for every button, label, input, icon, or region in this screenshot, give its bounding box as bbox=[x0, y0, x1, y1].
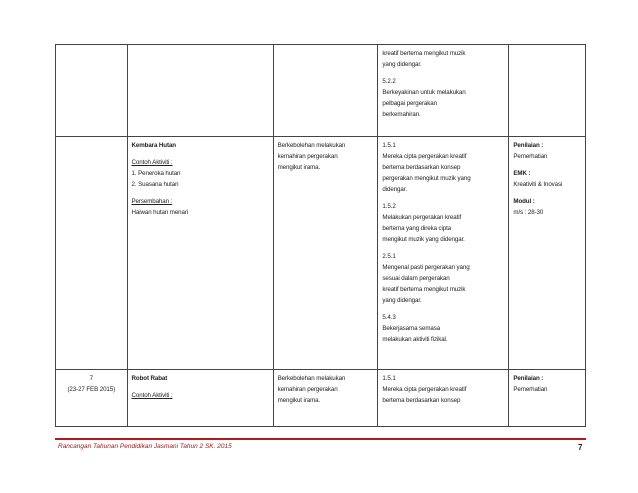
unit-cell bbox=[127, 370, 273, 427]
text-line: 5.2.2 bbox=[382, 78, 396, 85]
text-line: Mengenal pasti pergerakan yang bbox=[382, 264, 470, 271]
presentation-text: Haiwan hutan menari bbox=[131, 209, 189, 216]
emk-label: EMK : bbox=[513, 170, 531, 177]
activity-item: 2. Suasana hutan bbox=[131, 181, 179, 188]
text-line: kreatif bertema mengikut muzik bbox=[382, 50, 466, 57]
unit-title: Kembara Hutan bbox=[131, 142, 176, 149]
activity-header: Contoh Aktiviti : bbox=[131, 159, 173, 166]
text-line: Mereka cipta pergerakan kreatif bbox=[382, 386, 467, 393]
assessment-value: Pemerhatian bbox=[513, 153, 548, 160]
text-line: Melakukan pergerakan kreatif bbox=[382, 214, 462, 221]
unit-cell bbox=[127, 45, 273, 137]
text-line: kemahiran pergerakan bbox=[277, 386, 338, 393]
text-line: berkemahiran. bbox=[382, 111, 421, 118]
presentation-header: Persembahan : bbox=[131, 198, 173, 205]
text-line: bertema berdasarkan konsep bbox=[382, 164, 461, 171]
text-line: bertema berdasarkan konsep bbox=[382, 397, 461, 404]
module-value: m/s : 28-30 bbox=[513, 209, 544, 216]
text-line: yang didengar. bbox=[382, 297, 422, 304]
text-line: didengar. bbox=[382, 186, 407, 193]
text-line: 1.5.1 bbox=[382, 375, 396, 382]
page-number: 7 bbox=[578, 443, 583, 452]
table-row bbox=[56, 370, 586, 427]
assessment-label: Penilaian : bbox=[513, 142, 544, 149]
emk-value: Kreativiti & Inovasi bbox=[513, 181, 563, 188]
unit-title: Robot Rabat bbox=[131, 375, 168, 382]
learning-standard-cell bbox=[378, 370, 509, 427]
text-line: Berkebolehan melakukan bbox=[277, 375, 346, 382]
week-cell bbox=[56, 370, 128, 427]
week-number: 7 bbox=[89, 375, 93, 382]
text-line: mengikut irama. bbox=[277, 164, 321, 171]
standard-cell bbox=[273, 45, 378, 137]
table-row bbox=[56, 45, 586, 137]
text-line: Berkebolehan melakukan bbox=[277, 142, 346, 149]
learning-standard-cell bbox=[378, 137, 509, 370]
text-line: mengikut muzik yang didengar. bbox=[382, 236, 465, 243]
lesson-plan-table bbox=[55, 44, 586, 427]
footer-rule bbox=[55, 438, 586, 440]
text-line: melakukan aktiviti fizikal. bbox=[382, 336, 448, 343]
text-line: mengikut irama. bbox=[277, 397, 321, 404]
text-line: bertema yang direka cipta bbox=[382, 225, 452, 232]
module-label: Modul : bbox=[513, 198, 535, 205]
footer-text: Rancangan Tahunan Pendidikan Jasmani Tahun 2 SK. 2015 bbox=[58, 443, 232, 450]
standard-cell bbox=[273, 370, 378, 427]
activity-header: Contoh Aktiviti : bbox=[131, 392, 173, 399]
table-row bbox=[56, 137, 586, 370]
text-line: Bekerjasama semasa bbox=[382, 325, 441, 332]
assessment-value: Pemerhatian bbox=[513, 386, 548, 393]
text-line: Berkeyakinan untuk melakukan bbox=[382, 89, 466, 96]
text-line: 2.5.1 bbox=[382, 253, 396, 260]
text-line: pelbagai pergerakan bbox=[382, 100, 437, 107]
week-date: (23-27 FEB 2015) bbox=[67, 386, 116, 393]
week-cell bbox=[56, 137, 128, 370]
notes-cell bbox=[509, 370, 586, 427]
week-cell bbox=[56, 45, 128, 137]
text-line: yang didengar. bbox=[382, 61, 422, 68]
standard-cell bbox=[273, 137, 378, 370]
text-line: kreatif bertema mengikut muzik bbox=[382, 286, 466, 293]
learning-standard-cell bbox=[378, 45, 509, 137]
text-line: kemahiran pergerakan bbox=[277, 153, 338, 160]
activity-item: 1. Peneroka hutan bbox=[131, 170, 181, 177]
text-line: 1.5.2 bbox=[382, 203, 396, 210]
text-line: 1.5.1 bbox=[382, 142, 396, 149]
text-line: sesuai dalam pergerakan bbox=[382, 275, 450, 282]
unit-cell bbox=[127, 137, 273, 370]
assessment-label: Penilaian : bbox=[513, 375, 544, 382]
notes-cell bbox=[509, 45, 586, 137]
text-line: 5.4.3 bbox=[382, 314, 396, 321]
notes-cell bbox=[509, 137, 586, 370]
text-line: Mereka cipta pergerakan kreatif bbox=[382, 153, 467, 160]
text-line: pergerakan mengikut muzik yang bbox=[382, 175, 471, 182]
